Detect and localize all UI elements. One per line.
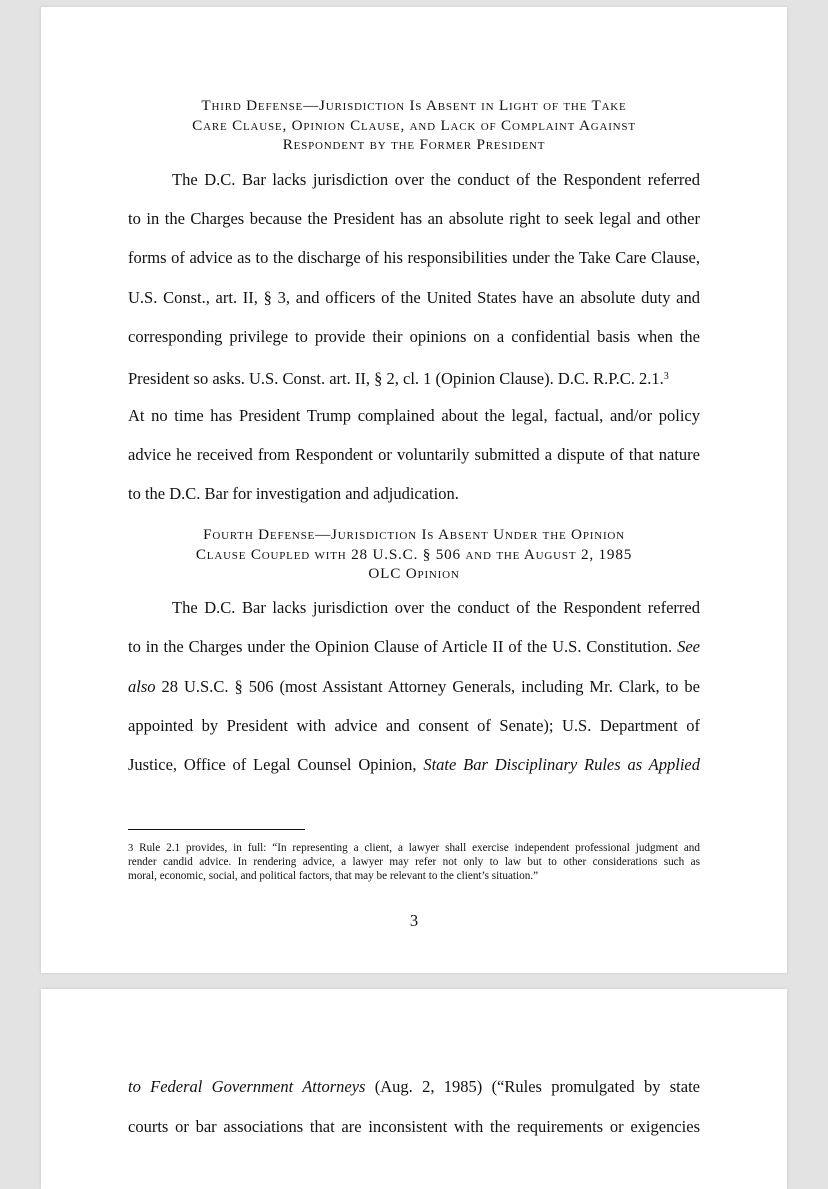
paragraph-line: At no time has President Trump complained about the legal, factual, and/or policy — [128, 406, 700, 425]
paragraph-line: to in the Charges because the President has an absolute right to seek legal and other — [128, 209, 700, 228]
heading-line: OLC Opinion — [368, 565, 460, 582]
paragraph-line — [128, 755, 700, 775]
paragraph-line — [128, 637, 700, 657]
opinion-title: to Federal Government Attorneys — [128, 1077, 366, 1096]
footnote-number: 3 — [128, 843, 134, 854]
citation-signal: also — [128, 677, 156, 696]
paragraph-line: corresponding privilege to provide their opinions on a confidential basis when the — [128, 327, 700, 346]
paragraph-line — [128, 1077, 700, 1097]
heading-third-defense — [41, 96, 787, 155]
footnote-line — [128, 841, 700, 856]
footnote-line: render candid advice. In rendering advice, a lawyer may refer not only to law but to other considerations such as — [128, 856, 700, 868]
heading-line: Clause Coupled with 28 U.S.C. § 506 and the August 2, 1985 — [195, 545, 633, 563]
paragraph-line-with-footnote-ref — [128, 367, 700, 389]
footnote-separator — [128, 829, 305, 830]
paragraph-text: (Aug. 2, 1985) (“Rules promulgated by state — [365, 1077, 700, 1096]
paragraph-text: Justice, Office of Legal Counsel Opinion, — [128, 755, 424, 774]
paragraph-line: courts or bar associations that are inconsistent with the requirements or exigencies — [128, 1117, 700, 1136]
citation-signal: See — [677, 637, 700, 656]
heading-line: Third Defense—Jurisdiction Is Absent in Light of the Take — [201, 97, 627, 114]
document-page-3 — [41, 7, 787, 973]
heading-line: Respondent by the Former President — [282, 136, 546, 153]
footnote-reference[interactable]: 3 — [663, 371, 669, 382]
heading-line: Fourth Defense—Jurisdiction Is Absent Under the Opinion — [203, 526, 625, 543]
paragraph-line: The D.C. Bar lacks jurisdiction over the conduct of the Respondent referred — [172, 170, 700, 189]
footnote-line: moral, economic, social, and political factors, that may be relevant to the client’s situation.” — [128, 870, 539, 882]
document-page-4 — [41, 989, 787, 1189]
paragraph-line — [128, 677, 700, 697]
paragraph-line: U.S. Const., art. II, § 3, and officers of the United States have an absolute duty and — [128, 288, 700, 307]
paragraph-text: President so asks. U.S. Const. art. II, § 2, cl. 1 (Opinion Clause). D.C. R.P.C. 2.1. — [128, 369, 664, 388]
paragraph-line: appointed by President with advice and consent of Senate); U.S. Department of — [128, 716, 700, 735]
paragraph-text: 28 U.S.C. § 506 (most Assistant Attorney Generals, including Mr. Clark, to be — [155, 677, 700, 696]
paragraph-line: The D.C. Bar lacks jurisdiction over the conduct of the Respondent referred — [172, 598, 700, 617]
paragraph-text: to in the Charges under the Opinion Clause of Article II of the U.S. Constitution. — [128, 637, 678, 656]
paragraph-line: to the D.C. Bar for investigation and adjudication. — [128, 484, 459, 503]
opinion-title: State Bar Disciplinary Rules as Applied — [423, 755, 700, 774]
heading-line: Care Clause, Opinion Clause, and Lack of Complaint Against — [192, 116, 636, 134]
page-number: 3 — [409, 911, 419, 930]
heading-fourth-defense — [41, 525, 787, 584]
paragraph-line: forms of advice as to the discharge of his responsibilities under the Take Care Clause, — [128, 248, 700, 267]
paragraph-line: advice he received from Respondent or voluntarily submitted a dispute of that nature — [128, 445, 700, 464]
footnote-text: Rule 2.1 provides, in full: “In representing a client, a lawyer shall exercise independent professional judgment and — [133, 842, 700, 854]
